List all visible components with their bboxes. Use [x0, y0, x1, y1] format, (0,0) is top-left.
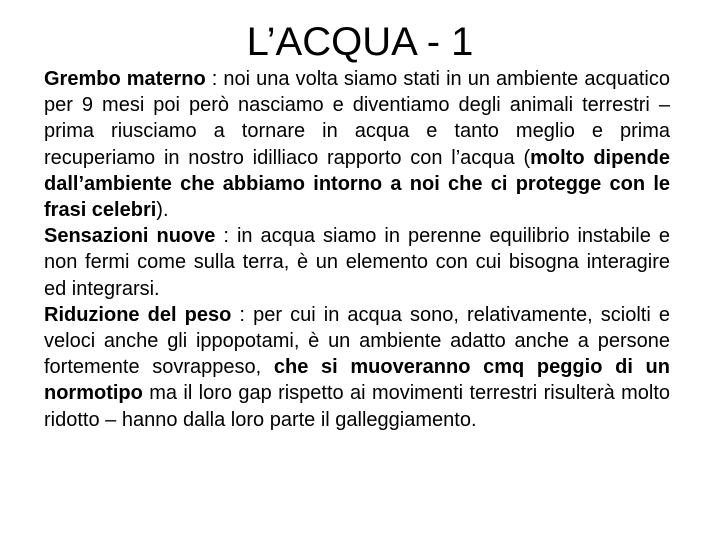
paragraph-text: : per cui in acqua sono, relativamente, sciolti e veloci anche gli ippopotami, è un ambiente adatto anche a persone fortemente sovrappeso, [44, 303, 670, 379]
slide-body [44, 66, 670, 433]
paragraph-riduzione-del-peso [44, 302, 670, 433]
paragraph-heading: Riduzione del peso [44, 303, 232, 326]
paragraph-sensazioni-nuove [44, 223, 670, 302]
paragraph-emphasis: che si muoveranno cmq peggio di un normotipo [44, 356, 670, 405]
paragraph-text: : in acqua siamo in perenne equilibrio instabile e non fermi come sulla terra, è un elemento con cui bisogna interagire ed integrarsi. [44, 225, 670, 300]
paragraph-grembo-materno [44, 66, 670, 223]
paragraph-heading: Sensazioni nuove [44, 225, 216, 248]
paragraph-heading: Grembo materno [44, 68, 206, 90]
paragraph-text-end: ma il loro gap rispetto ai movimenti terrestri risulterà molto ridotto – hanno dalla loro parte il galleggiamento. [44, 382, 670, 431]
slide-title: L’ACQUA - 1 [246, 20, 474, 64]
paragraph-emphasis: molto dipende dall’ambiente che abbiamo intorno a noi che ci protegge con le frasi celebri [44, 146, 670, 222]
paragraph-text-end: ). [156, 199, 169, 222]
paragraph-text: : noi una volta siamo stati in un ambiente acquatico per 9 mesi poi però nasciamo e diventiamo degli animali terrestri – prima riusciamo a tornare in acqua e tanto meglio e prima recuperiamo in nostro idilliaco rapporto con l’acqua ( [44, 68, 670, 169]
